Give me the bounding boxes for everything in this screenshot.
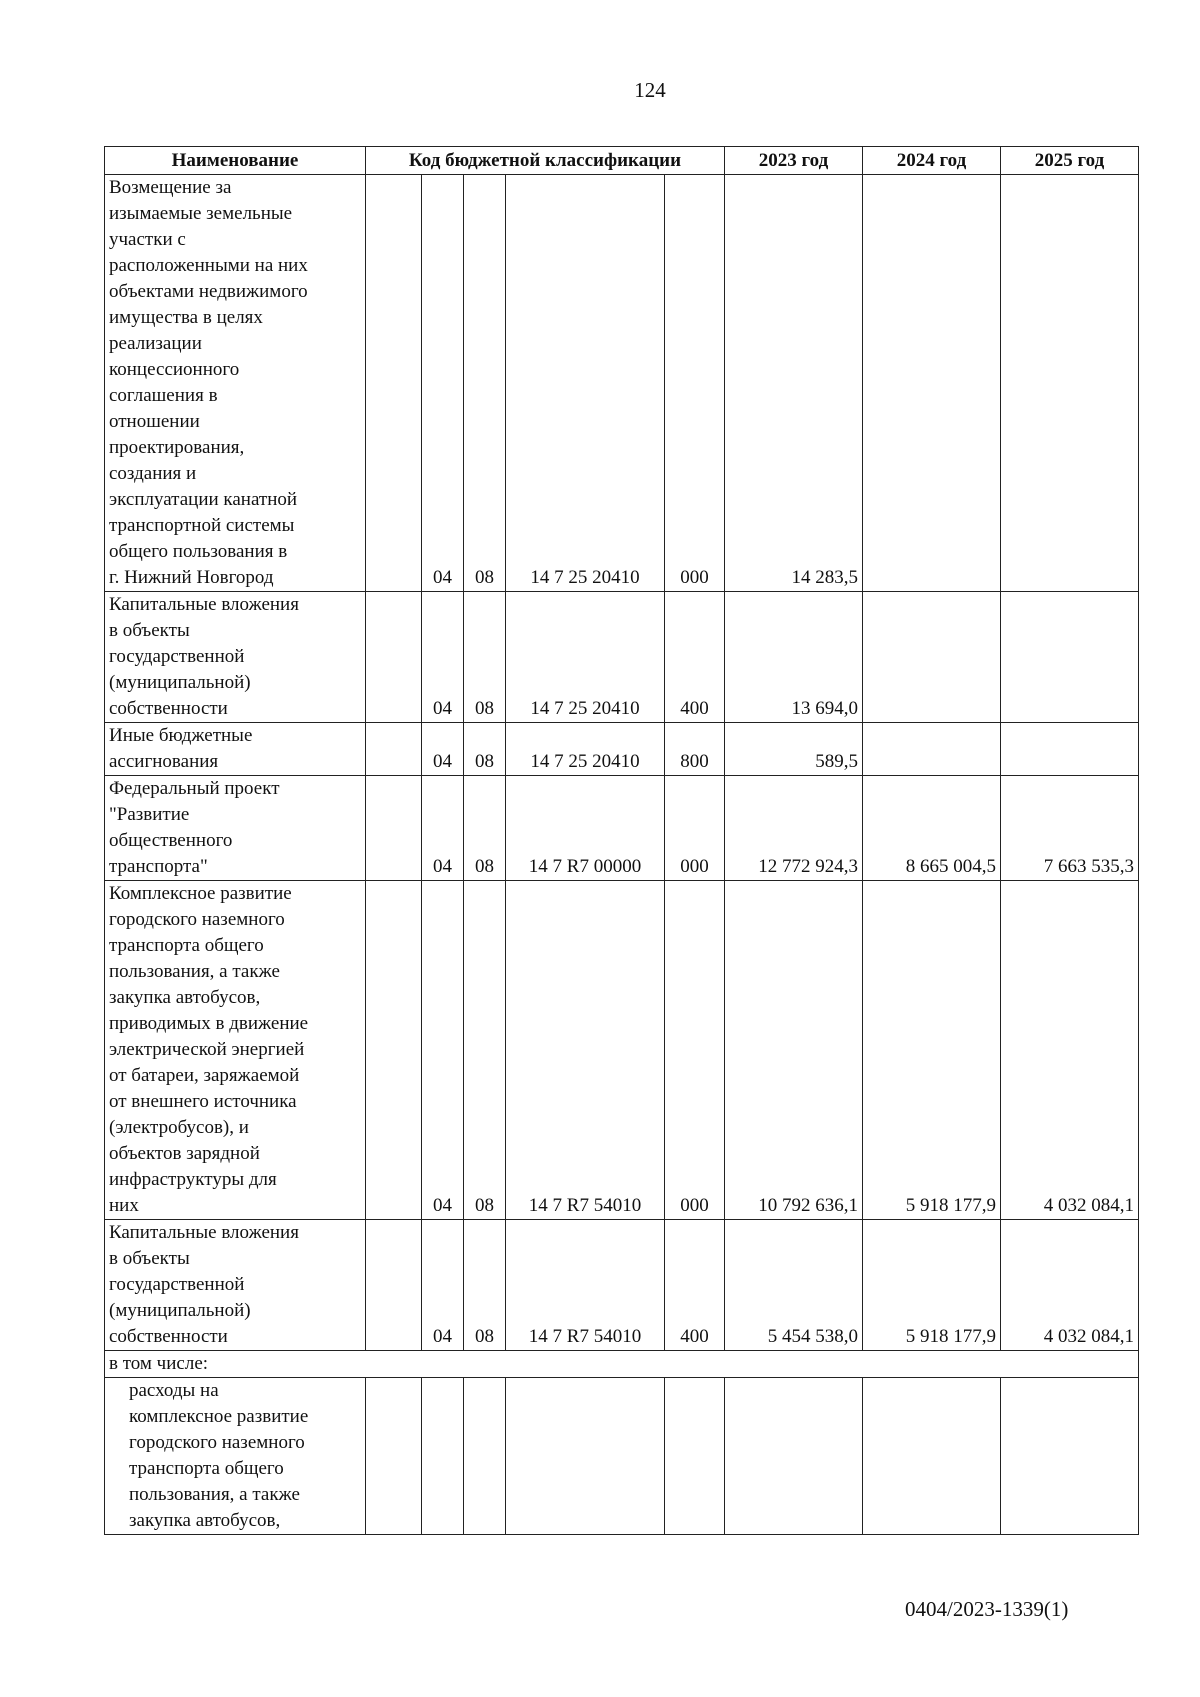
empty-cell bbox=[1001, 1378, 1139, 1535]
row-name-line: Возмещение за bbox=[109, 177, 232, 198]
amount-2025 bbox=[1001, 723, 1139, 776]
row-name bbox=[105, 723, 366, 776]
row-name-line: транспорта общего bbox=[129, 1458, 284, 1479]
code-section: 04 bbox=[422, 881, 464, 1220]
amount-2023: 12 772 924,3 bbox=[725, 776, 863, 881]
code-target-article: 14 7 25 20410 bbox=[506, 723, 665, 776]
row-name-line: участки с bbox=[109, 229, 186, 250]
empty-cell bbox=[422, 1378, 464, 1535]
row-name-line: (муниципальной) bbox=[109, 672, 251, 693]
code-target-article: 14 7 R7 54010 bbox=[506, 1220, 665, 1351]
row-name-line: эксплуатации канатной bbox=[109, 489, 298, 510]
amount-2025: 4 032 084,1 bbox=[1001, 881, 1139, 1220]
row-name bbox=[105, 592, 366, 723]
table-header-row bbox=[105, 147, 1139, 175]
empty-cell bbox=[464, 1378, 506, 1535]
budget-table bbox=[104, 146, 1139, 1535]
table-row bbox=[105, 1378, 1139, 1535]
row-name-line: транспортной системы bbox=[109, 515, 295, 536]
row-name bbox=[105, 175, 366, 592]
code-col-1 bbox=[366, 175, 422, 592]
code-col-1 bbox=[366, 723, 422, 776]
row-name-line: ассигнования bbox=[109, 751, 219, 772]
row-name-line: соглашения в bbox=[109, 385, 218, 406]
row-name-line: в объекты bbox=[109, 620, 190, 641]
code-subsection: 08 bbox=[464, 592, 506, 723]
empty-cell bbox=[366, 1378, 422, 1535]
empty-cell bbox=[506, 1378, 665, 1535]
empty-cell bbox=[863, 1378, 1001, 1535]
table-row bbox=[105, 592, 1139, 723]
code-subsection: 08 bbox=[464, 776, 506, 881]
row-name-line: электрической энергией bbox=[109, 1039, 305, 1060]
code-section: 04 bbox=[422, 592, 464, 723]
amount-2024: 5 918 177,9 bbox=[863, 881, 1001, 1220]
code-section: 04 bbox=[422, 1220, 464, 1351]
amount-2024 bbox=[863, 592, 1001, 723]
amount-2023: 589,5 bbox=[725, 723, 863, 776]
amount-2024 bbox=[863, 723, 1001, 776]
code-expense-type: 400 bbox=[665, 1220, 725, 1351]
amount-2023: 10 792 636,1 bbox=[725, 881, 863, 1220]
header-code: Код бюджетной классификации bbox=[366, 147, 725, 175]
row-name-line: проектирования, bbox=[109, 437, 245, 458]
header-2025: 2025 год bbox=[1001, 147, 1139, 175]
code-expense-type: 000 bbox=[665, 776, 725, 881]
row-name-line: закупка автобусов, bbox=[109, 987, 261, 1008]
header-2024: 2024 год bbox=[863, 147, 1001, 175]
row-name-line: Федеральный проект bbox=[109, 778, 280, 799]
code-col-1 bbox=[366, 776, 422, 881]
row-name-line: Капитальные вложения bbox=[109, 1222, 299, 1243]
table-row bbox=[105, 175, 1139, 592]
empty-cell bbox=[725, 1378, 863, 1535]
code-section: 04 bbox=[422, 776, 464, 881]
row-name-line: пользования, а также bbox=[109, 961, 280, 982]
code-subsection: 08 bbox=[464, 723, 506, 776]
code-target-article: 14 7 25 20410 bbox=[506, 175, 665, 592]
row-name-line: городского наземного bbox=[129, 1432, 305, 1453]
row-name bbox=[105, 1220, 366, 1351]
row-name-line: транспорта общего bbox=[109, 935, 264, 956]
amount-2023: 14 283,5 bbox=[725, 175, 863, 592]
row-name-line: общественного bbox=[109, 830, 233, 851]
table-row bbox=[105, 1220, 1139, 1351]
row-name-line: (муниципальной) bbox=[109, 1300, 251, 1321]
row-name-line: изымаемые земельные bbox=[109, 203, 293, 224]
row-name-line: создания и bbox=[109, 463, 197, 484]
amount-2025 bbox=[1001, 592, 1139, 723]
row-name-line: государственной bbox=[109, 1274, 245, 1295]
page-number: 124 bbox=[634, 78, 666, 102]
table-row bbox=[105, 723, 1139, 776]
row-name-line: собственности bbox=[109, 698, 228, 719]
code-section: 04 bbox=[422, 723, 464, 776]
row-name-line: комплексное развитие bbox=[129, 1406, 309, 1427]
header-name: Наименование bbox=[105, 147, 366, 175]
table-body bbox=[105, 175, 1139, 1535]
row-name-line: государственной bbox=[109, 646, 245, 667]
code-target-article: 14 7 25 20410 bbox=[506, 592, 665, 723]
row-name-line: отношении bbox=[109, 411, 200, 432]
code-target-article: 14 7 R7 00000 bbox=[506, 776, 665, 881]
row-name-line: объектами недвижимого bbox=[109, 281, 308, 302]
row-name-line: объектов зарядной bbox=[109, 1143, 260, 1164]
code-expense-type: 000 bbox=[665, 881, 725, 1220]
row-name bbox=[105, 881, 366, 1220]
amount-2024: 5 918 177,9 bbox=[863, 1220, 1001, 1351]
row-name-line: инфраструктуры для bbox=[109, 1169, 277, 1190]
row-name-line: реализации bbox=[109, 333, 202, 354]
row-name bbox=[105, 776, 366, 881]
table-row bbox=[105, 776, 1139, 881]
row-name-line: г. Нижний Новгород bbox=[109, 567, 274, 588]
row-name-line: Иные бюджетные bbox=[109, 725, 253, 746]
row-name-line: Капитальные вложения bbox=[109, 594, 299, 615]
amount-2025: 4 032 084,1 bbox=[1001, 1220, 1139, 1351]
row-name-line: них bbox=[109, 1195, 139, 1216]
code-subsection: 08 bbox=[464, 881, 506, 1220]
row-name-line: общего пользования в bbox=[109, 541, 288, 562]
code-col-1 bbox=[366, 592, 422, 723]
code-expense-type: 800 bbox=[665, 723, 725, 776]
row-name-line: закупка автобусов, bbox=[129, 1510, 281, 1531]
code-target-article: 14 7 R7 54010 bbox=[506, 881, 665, 1220]
amount-2024: 8 665 004,5 bbox=[863, 776, 1001, 881]
amount-2025 bbox=[1001, 175, 1139, 592]
code-expense-type: 400 bbox=[665, 592, 725, 723]
document-number: 0404/2023-1339(1) bbox=[905, 1597, 1069, 1621]
row-name bbox=[105, 1378, 366, 1535]
row-name-line: приводимых в движение bbox=[109, 1013, 309, 1034]
row-name-line: (электробусов), и bbox=[109, 1117, 249, 1138]
row-name-line: транспорта" bbox=[109, 856, 208, 877]
row-name-line: расположенными на них bbox=[109, 255, 308, 276]
amount-2025: 7 663 535,3 bbox=[1001, 776, 1139, 881]
row-name-line: концессионного bbox=[109, 359, 240, 380]
row-name-line: имущества в целях bbox=[109, 307, 263, 328]
amount-2024 bbox=[863, 175, 1001, 592]
row-name-line: пользования, а также bbox=[129, 1484, 300, 1505]
table-row-including bbox=[105, 1351, 1139, 1378]
code-col-1 bbox=[366, 1220, 422, 1351]
empty-cell bbox=[665, 1378, 725, 1535]
code-subsection: 08 bbox=[464, 1220, 506, 1351]
row-name-line: от внешнего источника bbox=[109, 1091, 297, 1112]
code-col-1 bbox=[366, 881, 422, 1220]
including-label: в том числе: bbox=[105, 1351, 1139, 1378]
code-expense-type: 000 bbox=[665, 175, 725, 592]
row-name-line: расходы на bbox=[129, 1380, 219, 1401]
row-name-line: собственности bbox=[109, 1326, 228, 1347]
table-row bbox=[105, 881, 1139, 1220]
row-name-line: Комплексное развитие bbox=[109, 883, 292, 904]
header-2023: 2023 год bbox=[725, 147, 863, 175]
row-name-line: в объекты bbox=[109, 1248, 190, 1269]
amount-2023: 13 694,0 bbox=[725, 592, 863, 723]
amount-2023: 5 454 538,0 bbox=[725, 1220, 863, 1351]
code-section: 04 bbox=[422, 175, 464, 592]
row-name-line: от батареи, заряжаемой bbox=[109, 1065, 300, 1086]
row-name-line: "Развитие bbox=[109, 804, 190, 825]
row-name-line: городского наземного bbox=[109, 909, 285, 930]
code-subsection: 08 bbox=[464, 175, 506, 592]
